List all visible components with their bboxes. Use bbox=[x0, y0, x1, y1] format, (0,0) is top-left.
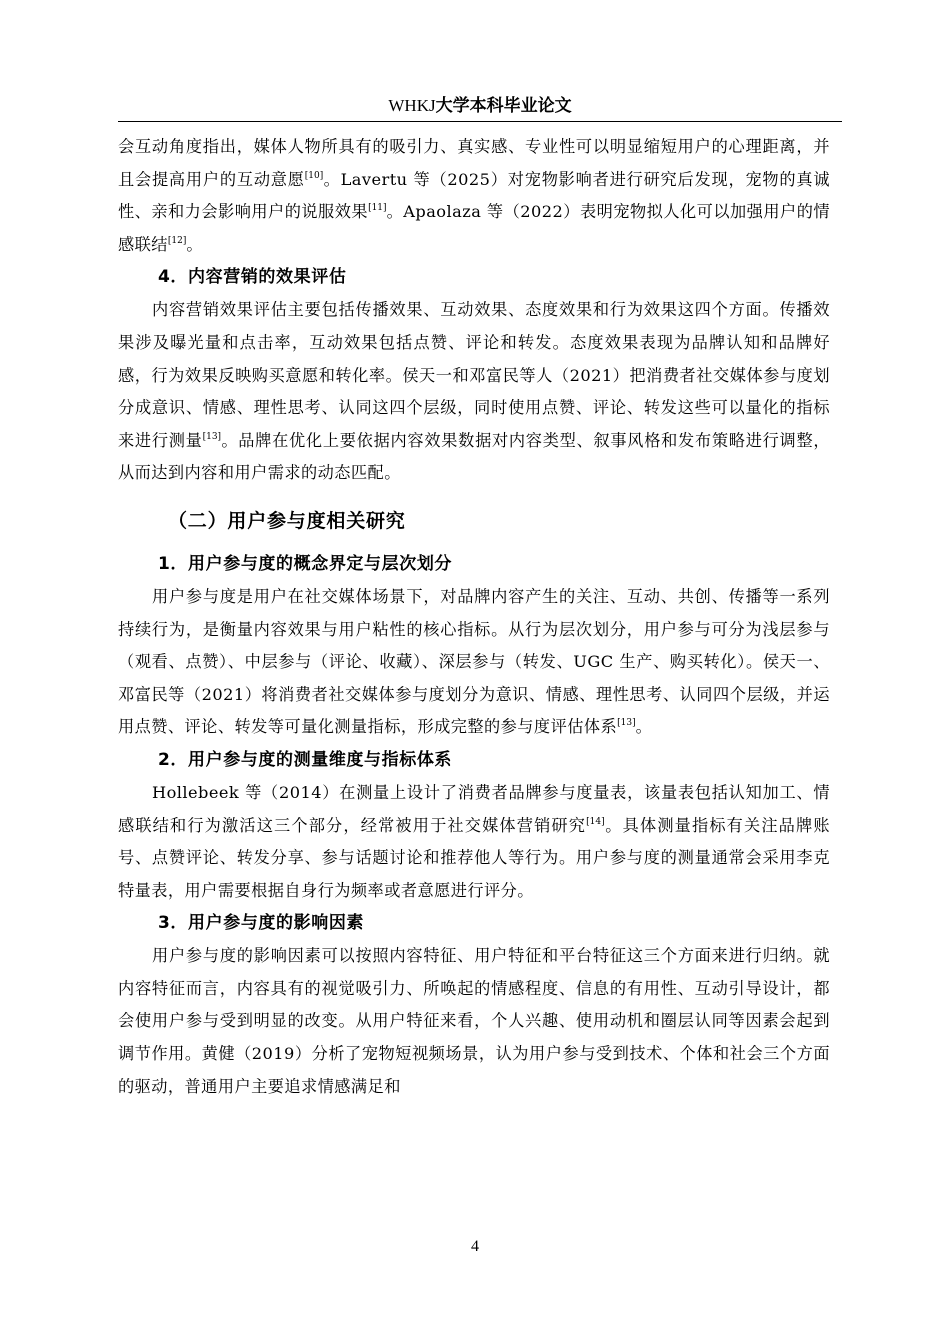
citation: [11] bbox=[368, 203, 387, 214]
page-number: 4 bbox=[471, 1238, 479, 1255]
paragraph: 内容营销效果评估主要包括传播效果、互动效果、态度效果和行为效果这四个方面。传播效果涉及曝光量和点击率，互动效果包括点赞、评论和转发。态度效果表现为品牌认知和品牌好感，行为效果反映购买意愿和转化率。侯天一和邓富民等人（2021）把消费者社交媒体参与度划分成意识、情感、理性思考、认同这四个层级，同时使用点赞、评论、转发这些可以量化的指标来进行测量[13]。品牌在优化上要依据内容效果数据对内容类型、叙事风格和发布策略进行调整，从而达到内容和用户需求的动态匹配。 bbox=[118, 300, 830, 483]
citation: [10] bbox=[304, 170, 324, 181]
citation: [13] bbox=[617, 718, 636, 729]
citation: [13] bbox=[202, 431, 222, 442]
section-heading: （二）用户参与度相关研究 bbox=[168, 509, 406, 532]
paragraph: 用户参与度是用户在社交媒体场景下，对品牌内容产生的关注、互动、共创、传播等一系列持续行为，是衡量内容效果与用户粘性的核心指标。从行为层次划分，用户参与可分为浅层参与（观看、点赞）、中层参与（评论、收藏）、深层参与（转发、UGC 生产、购买转化）。侯天一、邓富民等（2021）将消费者社交媒体参与度划分为意识、情感、理性思考、认同四个层级，并运用点赞、评论、转发等可量化测量指标，形成完整的参与度评估体系[13]。 bbox=[118, 586, 830, 737]
paragraph: 用户参与度的影响因素可以按照内容特征、用户特征和平台特征这三个方面来进行归纳。就内容特征而言，内容具有的视觉吸引力、所唤起的情感程度、信息的有用性、互动引导设计，都会使用户参与受到明显的改变。从用户特征来看，个人兴趣、使用动机和圈层认同等因素会起到调节作用。黄健（2019）分析了宠物短视频场景，认为用户参与受到技术、个体和社会三个方面的驱动，普通用户主要追求情感满足和 bbox=[118, 946, 830, 1096]
page-body bbox=[118, 131, 830, 1103]
paragraph: Hollebeek 等（2014）在测量上设计了消费者品牌参与度量表，该量表包括认知加工、情感联结和行为激活这三个部分，经常被用于社交媒体营销研究[14]。具体测量指标有关注品牌账号、点赞评论、转发分享、参与话题讨论和推荐他人等行为。用户参与度的测量通常会采用李克特量表，用户需要根据自身行为频率或者意愿进行评分。 bbox=[118, 782, 830, 900]
subsection-heading: 1．用户参与度的概念界定与层次划分 bbox=[158, 553, 453, 574]
subsection-heading: 2．用户参与度的测量维度与指标体系 bbox=[158, 749, 453, 770]
paragraph: 会互动角度指出，媒体人物所具有的吸引力、真实感、专业性可以明显缩短用户的心理距离，并且会提高用户的互动意愿[10]。Lavertu 等（2025）对宠物影响者进行研究后发现，宠物的真诚性、亲和力会影响用户的说服效果[11]。Apaolaza 等（2022）表明宠物拟人化可以加强用户的情感联结[12]。 bbox=[118, 137, 831, 254]
citation: [14] bbox=[586, 816, 605, 827]
citation: [12] bbox=[167, 235, 187, 246]
page-header bbox=[118, 93, 842, 122]
header-latin: WHKJ bbox=[388, 96, 436, 115]
header-chinese: 大学本科毕业论文 bbox=[435, 96, 572, 116]
subsection-heading: 3．用户参与度的影响因素 bbox=[158, 913, 365, 934]
header-title bbox=[388, 96, 571, 115]
subsection-heading: 4．内容营销的效果评估 bbox=[158, 267, 347, 288]
